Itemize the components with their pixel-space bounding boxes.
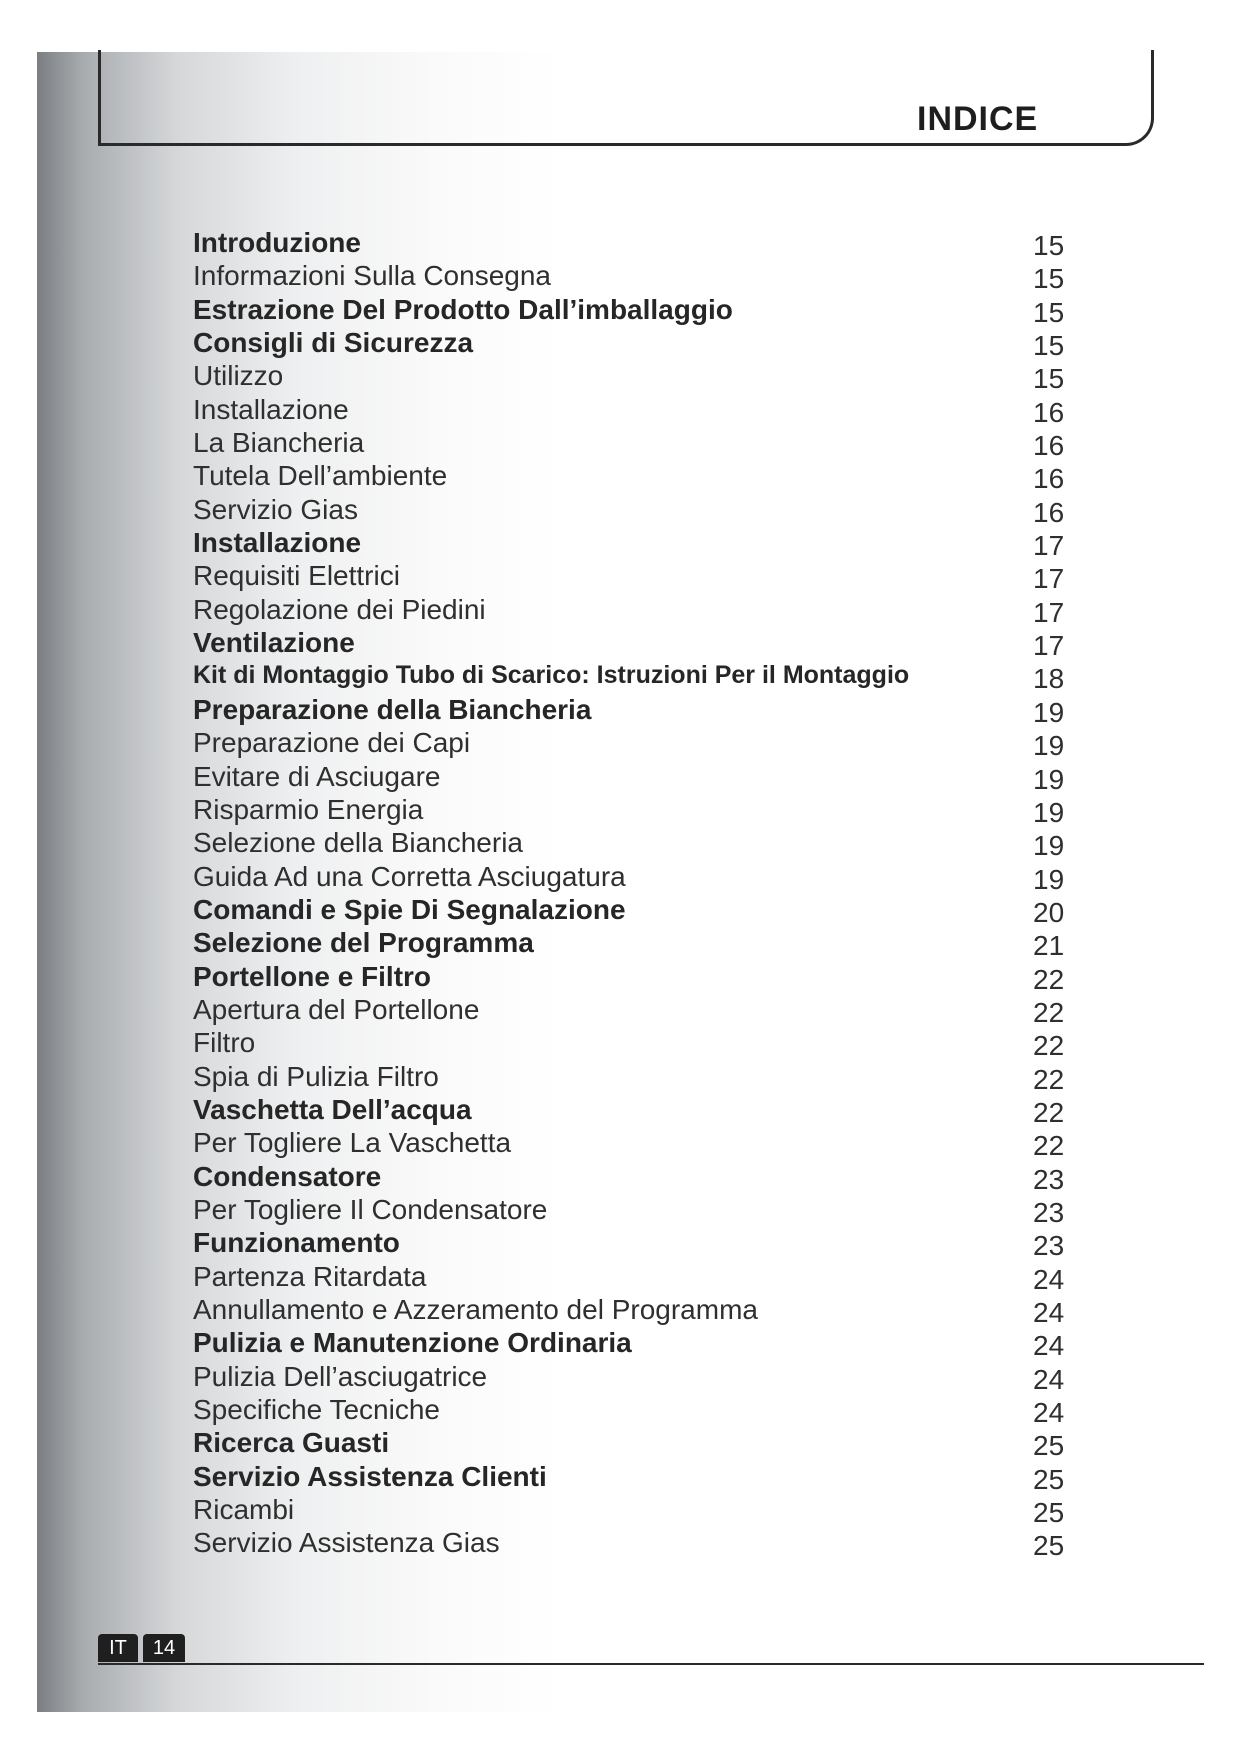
page-title: INDICE (917, 100, 1039, 138)
toc-entry (193, 359, 1073, 395)
toc-entry-page: 16 (1033, 463, 1065, 495)
toc-entry-page: 16 (1033, 430, 1065, 462)
toc-entry (193, 1126, 1073, 1162)
toc-entry-page: 22 (1033, 1096, 1065, 1128)
toc-entry (193, 1526, 1073, 1562)
toc-entry (193, 493, 1073, 526)
toc-entry (193, 893, 1073, 926)
toc-entry (193, 626, 1073, 662)
toc-entry-title: Requisiti Elettrici (193, 560, 400, 592)
toc-entry-page: 17 (1033, 563, 1065, 595)
toc-entry-page: 18 (1033, 663, 1065, 695)
toc-entry (193, 1493, 1073, 1529)
toc-entry-page: 22 (1033, 996, 1065, 1028)
toc-entry-title: Vaschetta Dell’acqua (193, 1093, 472, 1125)
toc-entry-page: 17 (1033, 596, 1065, 628)
toc-entry-page: 19 (1033, 763, 1065, 795)
toc-entry (193, 259, 1073, 295)
toc-entry-page: 22 (1033, 1130, 1065, 1162)
toc-entry (193, 526, 1073, 562)
toc-entry-page: 19 (1033, 730, 1065, 762)
toc-entry-title: Pulizia Dell’asciugatrice (193, 1360, 488, 1392)
toc-entry-page: 15 (1033, 263, 1065, 295)
toc-entry-page: 23 (1033, 1163, 1065, 1195)
toc-entry-page: 16 (1033, 396, 1065, 428)
toc-entry (193, 293, 1073, 326)
toc-entry-page: 15 (1033, 296, 1065, 328)
toc-entry (193, 993, 1073, 1026)
toc-entry-title: Preparazione della Biancheria (193, 693, 592, 725)
footer-divider (98, 1663, 1204, 1665)
toc-entry-page: 25 (1033, 1497, 1065, 1529)
toc-entry-title: Risparmio Energia (193, 793, 424, 825)
toc-entry-title: Ricambi (193, 1494, 295, 1526)
toc-entry-title: Installazione (193, 527, 362, 559)
toc-entry-page: 15 (1033, 230, 1065, 261)
toc-entry-page: 25 (1033, 1430, 1065, 1462)
toc-entry (193, 326, 1073, 362)
toc-entry-title: Partenza Ritardata (193, 1260, 427, 1292)
toc-entry (193, 826, 1073, 862)
toc-entry-title: Kit di Montaggio Tubo di Scarico: Istruzioni Per il Montaggio (193, 661, 910, 690)
toc-entry-page: 23 (1033, 1230, 1065, 1262)
toc-entry (193, 860, 1073, 893)
toc-entry-page: 15 (1033, 330, 1065, 362)
toc-entry-page: 24 (1033, 1263, 1065, 1295)
page-number-badge: 14 (143, 1634, 185, 1662)
toc-entry (193, 1193, 1073, 1226)
toc-entry-title: Comandi e Spie Di Segnalazione (193, 893, 626, 925)
toc-entry-page: 22 (1033, 1063, 1065, 1095)
toc-entry (193, 1026, 1073, 1062)
toc-entry (193, 1326, 1073, 1362)
toc-entry-title: Per Togliere La Vaschetta (193, 1127, 512, 1159)
toc-entry-page: 22 (1033, 1030, 1065, 1062)
toc-entry (193, 1060, 1073, 1093)
toc-entry-title: Servizio Assistenza Gias (193, 1527, 500, 1559)
language-badge: IT (98, 1634, 138, 1662)
toc-entry-page: 16 (1033, 496, 1065, 528)
toc-entry (193, 459, 1073, 495)
toc-entry-page: 24 (1033, 1397, 1065, 1429)
toc-entry-title: Condensatore (193, 1160, 382, 1192)
table-of-contents (193, 226, 1073, 1560)
toc-entry-title: Spia di Pulizia Filtro (193, 1060, 439, 1092)
toc-entry-page: 17 (1033, 630, 1065, 662)
toc-entry-title: Pulizia e Manutenzione Ordinaria (193, 1327, 632, 1359)
toc-entry-title: Tutela Dell’ambiente (193, 460, 448, 492)
toc-entry (193, 1260, 1073, 1293)
toc-entry (193, 693, 1073, 726)
toc-entry-title: Filtro (193, 1027, 256, 1059)
toc-entry-title: Informazioni Sulla Consegna (193, 260, 551, 292)
toc-entry-title: Annullamento e Azzeramento del Programma (193, 1294, 758, 1325)
toc-entry-page: 24 (1033, 1330, 1065, 1362)
toc-entry (193, 593, 1073, 626)
toc-entry-title: Estrazione Del Prodotto Dall’imballaggio (193, 293, 733, 325)
toc-entry (193, 393, 1073, 426)
toc-entry-title: Per Togliere Il Condensatore (193, 1193, 548, 1225)
toc-entry (193, 760, 1073, 793)
toc-entry-title: Funzionamento (193, 1227, 400, 1259)
toc-entry-page: 17 (1033, 530, 1065, 562)
toc-entry-page: 19 (1033, 863, 1065, 895)
toc-entry-title: Introduzione (193, 227, 361, 258)
toc-entry (193, 226, 1073, 259)
toc-entry-title: Selezione della Biancheria (193, 827, 523, 859)
toc-entry (193, 1293, 1073, 1326)
toc-entry (193, 726, 1073, 762)
toc-entry-title: Selezione del Programma (193, 927, 534, 959)
toc-entry-title: Installazione (193, 393, 349, 425)
toc-entry-title: Apertura del Portellone (193, 993, 480, 1025)
toc-entry-title: Ventilazione (193, 627, 355, 659)
toc-entry (193, 1426, 1073, 1462)
toc-entry (193, 559, 1073, 595)
toc-entry (193, 659, 1073, 695)
toc-entry-title: Specifiche Tecniche (193, 1394, 440, 1426)
toc-entry-page: 20 (1033, 896, 1065, 928)
toc-entry-page: 15 (1033, 363, 1065, 395)
toc-entry-page: 19 (1033, 696, 1065, 728)
toc-entry-title: Consigli di Sicurezza (193, 327, 474, 359)
toc-entry-page: 24 (1033, 1297, 1065, 1328)
toc-entry-title: Guida Ad una Corretta Asciugatura (193, 860, 626, 892)
toc-entry (193, 1360, 1073, 1393)
toc-entry-title: Ricerca Guasti (193, 1427, 390, 1459)
toc-entry-title: Regolazione dei Piedini (193, 593, 486, 625)
toc-entry-page: 25 (1033, 1530, 1065, 1562)
toc-entry (193, 426, 1073, 462)
toc-entry-page: 19 (1033, 796, 1065, 828)
toc-entry-title: Servizio Assistenza Clienti (193, 1460, 547, 1492)
toc-entry-page: 19 (1033, 830, 1065, 862)
toc-entry (193, 960, 1073, 993)
toc-entry-page: 22 (1033, 963, 1065, 995)
toc-entry-title: Preparazione dei Capi (193, 727, 471, 759)
toc-entry (193, 1460, 1073, 1493)
toc-entry (193, 1226, 1073, 1262)
toc-entry-page: 25 (1033, 1463, 1065, 1495)
toc-entry-page: 24 (1033, 1363, 1065, 1395)
toc-entry-title: La Biancheria (193, 427, 365, 459)
toc-entry (193, 926, 1073, 962)
toc-entry-page: 23 (1033, 1196, 1065, 1228)
toc-entry-title: Portellone e Filtro (193, 960, 432, 992)
toc-entry (193, 1160, 1073, 1193)
toc-entry (193, 1393, 1073, 1429)
toc-entry-title: Evitare di Asciugare (193, 760, 441, 792)
toc-entry-page: 21 (1033, 930, 1065, 962)
toc-entry (193, 1093, 1073, 1126)
toc-entry (193, 793, 1073, 826)
toc-entry-title: Utilizzo (193, 360, 284, 392)
toc-entry-title: Servizio Gias (193, 493, 358, 525)
